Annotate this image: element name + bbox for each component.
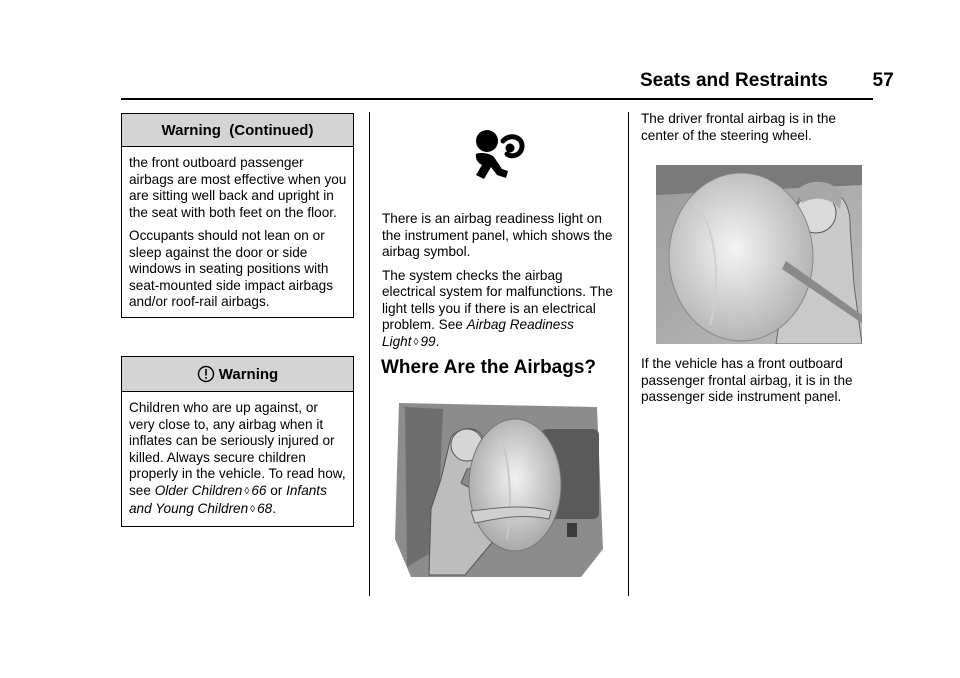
readiness-light-paragraph: There is an airbag readiness light on the instrument panel, which shows the airbag symbol. [382,211,613,259]
warning-continued-body [122,147,353,317]
warning-continued-box [121,113,354,318]
passenger-airbag-paragraph: If the vehicle has a front outboard passenger frontal airbag, it is in the passenger side instrument panel. [641,356,853,404]
system-check-text: The system checks the airbag electrical system for malfunctions. The light tells you if there is an electrical problem. See [382,267,613,332]
column-divider-right [628,112,629,596]
reference-page-68[interactable]: 68 [257,501,273,516]
reference-page-99[interactable]: 99 [420,333,436,349]
section-title: Seats and Restraints [640,70,828,91]
page-reference-arrow-icon: ◊ [413,336,419,348]
column-divider-left [369,112,370,596]
reference-page-66[interactable]: 66 [251,482,267,498]
warning-children-box [121,356,354,527]
warning-continued-header [122,114,353,147]
driver-airbag-illustration [391,399,605,579]
passenger-airbag-illustration [656,165,862,344]
connector-text: or [266,482,287,498]
warning-children-body [122,392,353,526]
page-number: 57 [872,70,894,91]
section-heading-airbag-locations: Where Are the Airbags? [381,357,597,378]
airbag-readiness-icon [470,127,530,187]
reference-link-infants-young-children[interactable]: Infants and Young Children [129,482,327,516]
driver-airbag-paragraph: The driver frontal airbag is in the center of the steering wheel. [641,111,836,143]
passenger-airbag-text-block [641,356,871,413]
middle-column-text [382,211,614,359]
page-reference-arrow-icon: ◊ [244,485,250,497]
warning-continued-paragraph: Occupants should not lean on or sleep against the door or side windows in seating positions with seat-mounted side impact airbags and/or roof-rail airbags. [129,228,334,309]
reference-link-older-children[interactable]: Older Children [154,482,243,498]
warning-children-title: Warning [218,365,279,383]
sentence-end: . [435,333,440,349]
warning-circle-icon [197,365,215,383]
driver-airbag-text-block [641,111,869,151]
reference-link-airbag-readiness-light[interactable]: Airbag Readiness Light [382,317,574,349]
warning-children-header [122,357,353,392]
header-divider [121,98,873,100]
page-header [640,70,894,92]
sentence-end: . [272,501,277,516]
warning-continued-title: Warning (Continued) [161,121,314,139]
warning-continued-paragraph: the front outboard passenger airbags are most effective when you are sitting well back and upright in the seat with both feet on the floor. [129,155,347,220]
warning-children-text: Children who are up against, or very close to, any airbag when it inflates can be seriously injured or killed. Always secure children properly in the vehicle. To read how, see [129,400,346,498]
page-reference-arrow-icon: ◊ [250,504,256,515]
